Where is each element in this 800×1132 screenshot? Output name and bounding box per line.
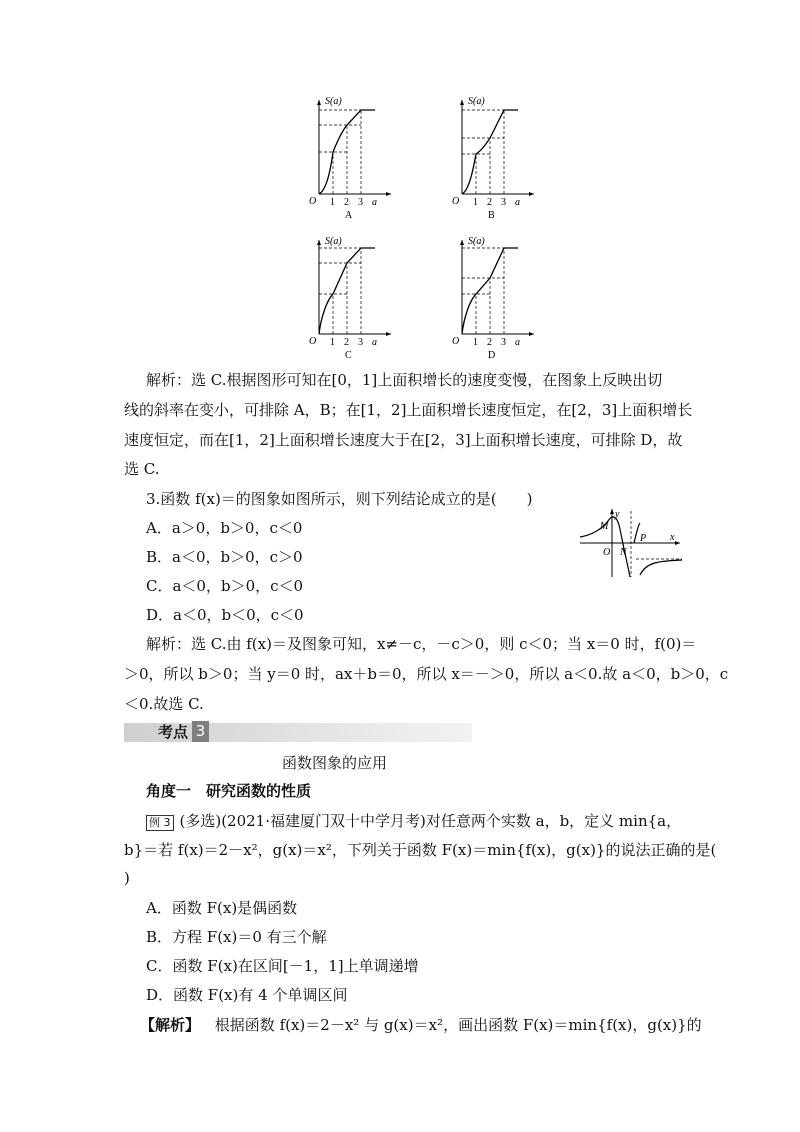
- analysis2-line3: ＜0.故选 C.: [124, 695, 204, 713]
- example-line2: b}＝若 f(x)＝2－x²，g(x)＝x²，下列关于函数 F(x)＝min{f(x)，g(x)}的说法正确的是(: [124, 841, 717, 859]
- svg-text:2: 2: [487, 197, 492, 208]
- svg-text:y: y: [615, 509, 620, 520]
- svg-text:1: 1: [330, 337, 335, 348]
- svg-text:2: 2: [487, 337, 492, 348]
- q3-option-a: A．a＞0，b＞0，c＜0: [146, 519, 303, 537]
- svg-text:1: 1: [473, 337, 478, 348]
- svg-text:a: a: [372, 337, 377, 348]
- svg-text:3: 3: [501, 337, 506, 348]
- analysis3-text: 根据函数 f(x)＝2－x² 与 g(x)＝x²，画出函数 F(x)＝min{f(x)，g(x)}的: [214, 1016, 702, 1034]
- svg-text:O: O: [309, 336, 317, 347]
- q3-option-b: B．a＜0，b＞0，c＞0: [146, 548, 303, 566]
- analysis1-line2: 线的斜率在变小，可排除 A，B；在[1，2]上面积增长速度恒定，在[2，3]上面积增长: [124, 401, 693, 419]
- graph-a: [305, 92, 395, 220]
- example-line1-text: (多选)(2021·福建厦门双十中学月考)对任意两个实数 a，b，定义 min{a，: [179, 812, 682, 830]
- svg-text:S(a): S(a): [468, 236, 485, 247]
- svg-text:3: 3: [501, 197, 506, 208]
- svg-text:O: O: [452, 196, 460, 207]
- svg-text:N: N: [620, 547, 627, 558]
- svg-text:a: a: [515, 337, 520, 348]
- q3-option-d: D．a＜0，b＜0，c＜0: [146, 606, 304, 624]
- analysis1-line3: 速度恒定，而在[1，2]上面积增长速度大于在[2，3]上面积增长速度，可排除 D，故: [124, 431, 683, 449]
- example-line3: ): [124, 869, 130, 887]
- kaodian-label: 考点: [158, 723, 189, 741]
- q3-option-c: C．a＜0，b＞0，c＜0: [146, 577, 304, 595]
- example-option-a: A．函数 F(x)是偶函数: [146, 899, 298, 917]
- svg-text:a: a: [372, 197, 377, 208]
- example-option-d: D．函数 F(x)有 4 个单调区间: [146, 986, 348, 1004]
- svg-text:3: 3: [358, 337, 363, 348]
- q3-stem: 3.函数 f(x)＝的图象如图所示，则下列结论成立的是( ): [146, 490, 533, 508]
- svg-text:2: 2: [344, 197, 349, 208]
- svg-text:C: C: [345, 350, 352, 360]
- section-title: 函数图象的应用: [282, 754, 388, 772]
- analysis2-line1: 解析：选 C.由 f(x)＝及图象可知，x≠－c，－c＞0，则 c＜0；当 x＝0 时，f(0)＝: [146, 635, 697, 653]
- svg-text:a: a: [515, 197, 520, 208]
- kaodian-number: 3: [192, 721, 209, 742]
- q3-graph: [578, 505, 684, 580]
- svg-text:O: O: [309, 196, 317, 207]
- angle-title: 角度一 研究函数的性质: [146, 782, 312, 800]
- svg-text:P: P: [640, 533, 647, 544]
- analysis3-label: 【解析】: [140, 1016, 201, 1034]
- svg-text:1: 1: [473, 197, 478, 208]
- example-line1: [146, 811, 681, 831]
- analysis1-line4: 选 C.: [124, 460, 160, 478]
- analysis1-line1: 解析：选 C.根据图形可知在[0，1]上面积增长的速度变慢，在图象上反映出切: [146, 371, 663, 389]
- svg-text:D: D: [488, 350, 496, 360]
- analysis2-line2: ＞0，所以 b＞0；当 y＝0 时，ax＋b＝0，所以 x＝－＞0，所以 a＜0.故 a＜0，b＞0，c: [124, 665, 729, 683]
- svg-text:S(a): S(a): [325, 96, 342, 107]
- svg-text:A: A: [345, 210, 353, 220]
- svg-text:M: M: [600, 521, 609, 532]
- svg-text:O: O: [452, 336, 460, 347]
- svg-text:B: B: [488, 210, 495, 220]
- svg-text:S(a): S(a): [325, 236, 342, 247]
- graph-b: [448, 92, 538, 220]
- graph-d: [448, 232, 538, 360]
- svg-text:3: 3: [358, 197, 363, 208]
- graph-c: [305, 232, 395, 360]
- example-tag: 例 3: [146, 815, 174, 831]
- svg-text:1: 1: [330, 197, 335, 208]
- svg-text:O: O: [603, 547, 611, 558]
- svg-text:S(a): S(a): [468, 96, 485, 107]
- example-option-b: B．方程 F(x)＝0 有三个解: [146, 928, 327, 946]
- analysis3-line: [140, 1015, 702, 1035]
- example-option-c: C．函数 F(x)在区间[－1，1]上单调递增: [146, 957, 419, 975]
- svg-text:x: x: [670, 532, 675, 543]
- svg-text:2: 2: [344, 337, 349, 348]
